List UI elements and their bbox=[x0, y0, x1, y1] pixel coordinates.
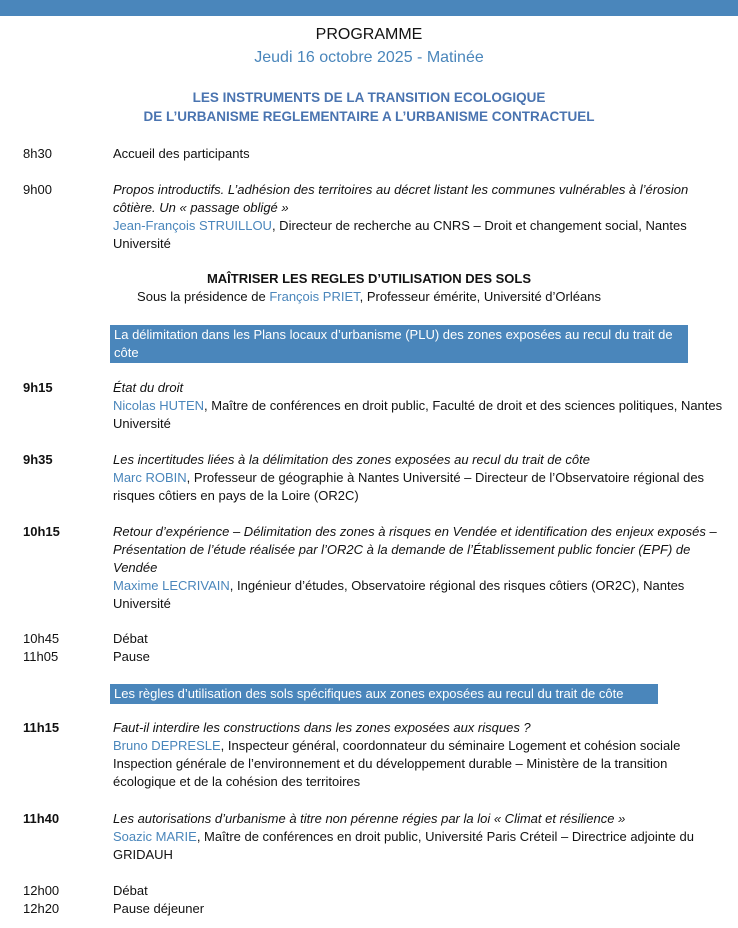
section-presidence bbox=[0, 289, 738, 304]
speaker-name: Maxime LECRIVAIN bbox=[113, 578, 230, 593]
time-slot: 9h35 bbox=[23, 452, 53, 467]
time-slot: 11h40 bbox=[23, 811, 60, 826]
time-slot: 8h30 bbox=[23, 146, 52, 161]
time-slot: 9h00 bbox=[23, 182, 52, 197]
time-slot: 10h15 bbox=[23, 524, 60, 539]
time-slot: 12h00 bbox=[23, 883, 60, 898]
session-title: État du droit bbox=[113, 380, 184, 395]
intro-entry bbox=[113, 181, 723, 253]
debate-label: Débat bbox=[113, 883, 148, 898]
time-slot: 9h15 bbox=[23, 380, 53, 395]
presidence-suffix: , Professeur émérite, Université d’Orléans bbox=[359, 289, 601, 304]
subtheme-banner: La délimitation dans les Plans locaux d’urbanisme (PLU) des zones exposées au recul du trait de côte bbox=[110, 325, 688, 363]
session-title: Retour d’expérience – Délimitation des zones à risques en Vendée et identification des enjeux exposés – Présentation de l’étude réalisée par l’OR2C à la demande de l’Établissement public foncier (EPF) de Vendée bbox=[113, 524, 717, 575]
session-entry bbox=[113, 379, 723, 433]
welcome-label: Accueil des participants bbox=[113, 146, 250, 161]
time-slot: 10h45 bbox=[23, 631, 60, 646]
speaker-name: Nicolas HUTEN bbox=[113, 398, 205, 413]
header-bar bbox=[0, 0, 738, 16]
session-entry bbox=[113, 719, 723, 791]
presidence-prefix: Sous la présidence de bbox=[137, 289, 270, 304]
session-entry bbox=[113, 810, 723, 864]
debate-label: Débat bbox=[113, 631, 148, 646]
time-slot: 11h05 bbox=[23, 649, 59, 664]
pause-label: Pause bbox=[113, 649, 150, 664]
president-name: François PRIET bbox=[269, 289, 360, 304]
speaker-affiliation: , Directeur de recherche au CNRS – Droit et changement social, Nantes Université bbox=[113, 218, 687, 251]
time-slot: 12h20 bbox=[23, 901, 60, 916]
section-title: MAÎTRISER LES REGLES D’UTILISATION DES SOLS bbox=[206, 271, 532, 286]
speaker-affiliation: , Professeur de géographie à Nantes Université – Directeur de l’Observatoire régional des risques côtiers en pays de la Loire (OR2C) bbox=[113, 470, 705, 503]
session-title: Les incertitudes liées à la délimitation des zones exposées au recul du trait de côte bbox=[113, 452, 590, 467]
speaker-affiliation: , Maître de conférences en droit public, Université Paris Créteil – Directrice adjointe du GRIDAUH bbox=[113, 829, 694, 862]
event-date: Jeudi 16 octobre 2025 - Matinée bbox=[254, 49, 484, 66]
session-title: Propos introductifs. L’adhésion des territoires au décret listant les communes vulnérables à l’érosion côtière. Un « passage obligé » bbox=[113, 182, 689, 215]
speaker-name: Bruno DEPRESLE bbox=[113, 738, 221, 753]
speaker-name: Marc ROBIN bbox=[113, 470, 187, 485]
theme-title-line2: DE L’URBANISME REGLEMENTAIRE A L’URBANISME CONTRACTUEL bbox=[143, 109, 595, 124]
session-title: Faut-il interdire les constructions dans les zones exposées aux risques ? bbox=[113, 720, 531, 735]
session-entry bbox=[113, 451, 723, 505]
speaker-affiliation: , Maître de conférences en droit public, Faculté de droit et des sciences politiques, Nantes Université bbox=[113, 398, 723, 431]
speaker-affiliation: , Inspecteur général, coordonnateur du séminaire Logement et cohésion sociale Inspection générale de l’environnement et du développement durable – Ministère de la transition écologique et de la cohésion des territoires bbox=[113, 738, 681, 789]
speaker-name: Jean-François STRUILLOU bbox=[113, 218, 272, 233]
time-slot: 11h15 bbox=[23, 720, 60, 735]
programme-heading: PROGRAMME bbox=[315, 26, 423, 43]
speaker-affiliation: , Ingénieur d’études, Observatoire régional des risques côtiers (OR2C), Nantes Université bbox=[113, 578, 685, 611]
session-title: Les autorisations d’urbanisme à titre non pérenne régies par la loi « Climat et résilience » bbox=[113, 811, 626, 826]
theme-title-line1: LES INSTRUMENTS DE LA TRANSITION ECOLOGIQUE bbox=[192, 90, 546, 105]
session-entry bbox=[113, 523, 723, 613]
speaker-name: Soazic MARIE bbox=[113, 829, 197, 844]
lunch-label: Pause déjeuner bbox=[113, 901, 205, 916]
subtheme-banner: Les règles d’utilisation des sols spécifiques aux zones exposées au recul du trait de côte bbox=[110, 684, 658, 704]
